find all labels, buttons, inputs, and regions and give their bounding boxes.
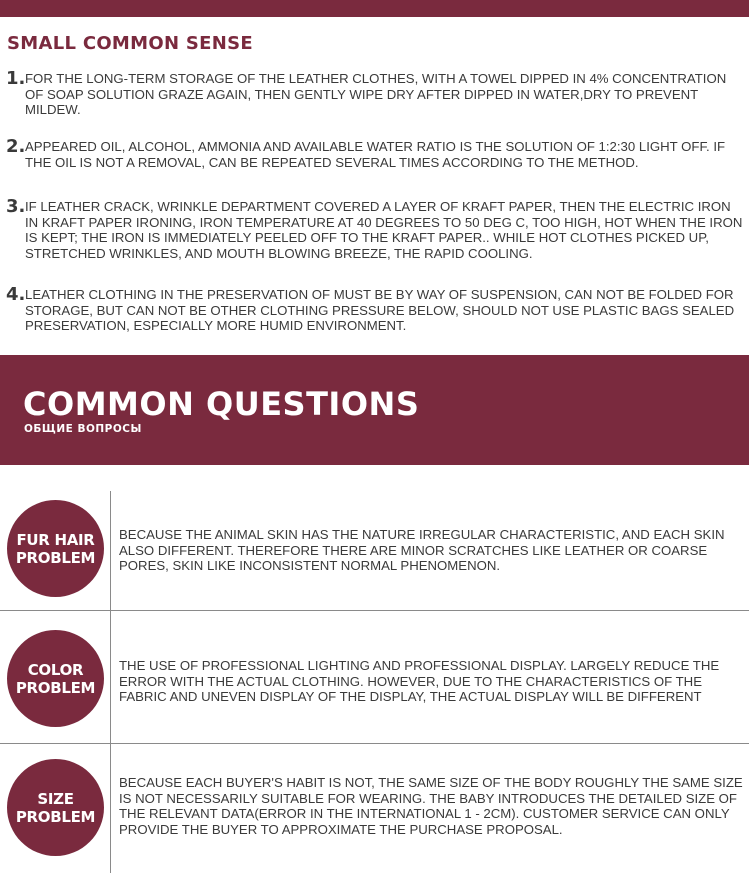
question-badge xyxy=(7,500,104,597)
tip-item xyxy=(6,68,746,118)
tip-number: 2. xyxy=(6,136,26,157)
banner-subtitle: ОБЩИЕ ВОПРОСЫ xyxy=(24,423,142,435)
tip-item xyxy=(6,284,746,334)
question-answer: BECAUSE EACH BUYER'S HABIT IS NOT, THE SAME SIZE OF THE BODY ROUGHLY THE SAME SIZE IS NOT NECESSARILY SUITABLE FOR WEARING. THE BABY INTRODUCES THE DETAILED SIZE OF THE RELEVANT DATA(ERROR IN THE INTERNATIONAL 1 - 2CM). CUSTOMER SERVICE CAN ONLY PROVIDE THE BUYER TO APPROXIMATE THE PURCHASE PROPOSAL. xyxy=(119,775,743,837)
row-divider xyxy=(0,610,749,611)
row-divider xyxy=(0,743,749,744)
tip-text: IF LEATHER CRACK, WRINKLE DEPARTMENT COVERED A LAYER OF KRAFT PAPER, THEN THE ELECTRIC IRON IN KRAFT PAPER IRONING, IRON TEMPERATURE AT 40 DEGREES TO 50 DEG C, TOO HIGH, HOT WHEN THE IRON IS KEPT; THE IRON IS IMMEDIATELY PEELED OFF TO THE KRAFT PAPER.. WHILE HOT CLOTHES PICKED UP, STRETCHED WRINKLES, AND MOUTH BLOWING BREEZE, THE RAPID COOLING. xyxy=(25,199,743,261)
tip-item xyxy=(6,196,746,261)
banner-title: COMMON QUESTIONS xyxy=(23,385,420,423)
tip-number: 1. xyxy=(6,68,26,89)
tip-number: 4. xyxy=(6,284,26,305)
tip-text: FOR THE LONG-TERM STORAGE OF THE LEATHER CLOTHES, WITH A TOWEL DIPPED IN 4% CONCENTRATION OF SOAP SOLUTION GRAZE AGAIN, THEN GENTLY WIPE DRY AFTER DIPPED IN WATER,DRY TO PREVENT MILDEW. xyxy=(25,71,727,117)
tip-number: 3. xyxy=(6,196,26,217)
section-title: SMALL COMMON SENSE xyxy=(7,33,253,54)
top-accent-bar xyxy=(0,0,749,17)
tip-text: LEATHER CLOTHING IN THE PRESERVATION OF MUST BE BY WAY OF SUSPENSION, CAN NOT BE FOLDED FOR STORAGE, BUT CAN NOT BE OTHER CLOTHING PRESSURE BELOW, SHOULD NOT USE PLASTIC BAGS SEALED PRESERVATION, ESPECIALLY MORE HUMID ENVIRONMENT. xyxy=(25,287,735,333)
common-questions-banner xyxy=(0,355,749,465)
question-label: SIZE PROBLEM xyxy=(15,789,96,826)
tip-text: APPEARED OIL, ALCOHOL, AMMONIA AND AVAILABLE WATER RATIO IS THE SOLUTION OF 1:2:30 LIGHT OFF. IF THE OIL IS NOT A REMOVAL, CAN BE REPEATED SEVERAL TIMES ACCORDING TO THE METHOD. xyxy=(25,139,726,170)
question-badge xyxy=(7,759,104,856)
question-label: FUR HAIR PROBLEM xyxy=(15,530,96,567)
question-label: COLOR PROBLEM xyxy=(15,660,96,697)
question-badge xyxy=(7,630,104,727)
tip-item xyxy=(6,136,746,170)
vertical-divider xyxy=(110,491,111,873)
question-answer: BECAUSE THE ANIMAL SKIN HAS THE NATURE IRREGULAR CHARACTERISTIC, AND EACH SKIN ALSO DIFFERENT. THEREFORE THERE ARE MINOR SCRATCHES LIKE LEATHER OR COARSE PORES, SKIN LIKE INCONSISTENT NORMAL PHENOMENON. xyxy=(119,527,725,573)
question-answer: THE USE OF PROFESSIONAL LIGHTING AND PROFESSIONAL DISPLAY. LARGELY REDUCE THE ERROR WITH THE ACTUAL CLOTHING. HOWEVER, DUE TO THE CHARACTERISTICS OF THE FABRIC AND UNEVEN DISPLAY OF THE DISPLAY, THE ACTUAL DISPLAY WILL BE DIFFERENT xyxy=(119,658,720,704)
